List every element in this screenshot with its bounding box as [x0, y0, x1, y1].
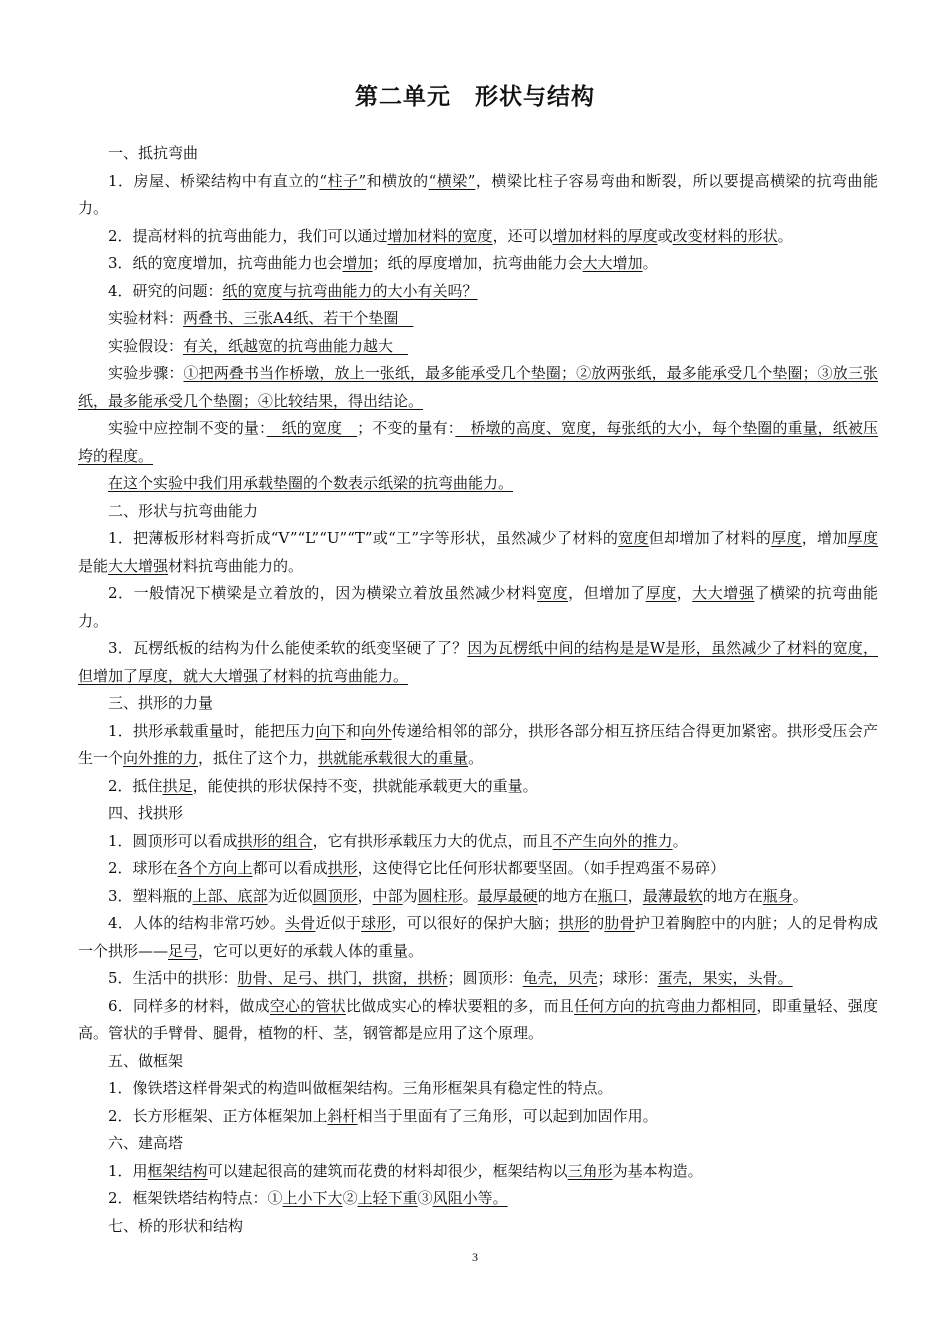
text-segment: 四、找拱形 [108, 804, 184, 822]
text-segment: ，它可以更好的承载人体的重量。 [198, 941, 424, 960]
answer-text: 大大增强 [108, 556, 169, 575]
text-segment: 实验中应控制不变的量： [108, 419, 267, 437]
text-segment: 2．框架铁塔结构特点：① [108, 1189, 283, 1207]
answer-text: 宽度 [618, 529, 649, 547]
text-segment: 2．提高材料的抗弯曲能力，我们可以通过 [108, 226, 388, 245]
answer-text: 肋骨、足弓、拱门，拱窗，拱桥 [237, 969, 448, 987]
answer-text: 上小下大 [282, 1189, 343, 1207]
answer-text: 上部、底部 [192, 886, 268, 905]
answer-text: 厚度 [645, 584, 677, 602]
answer-text: 增加材料的厚度 [552, 226, 658, 245]
text-segment: 为 [402, 886, 418, 905]
answer-text: 拱形 [327, 859, 358, 877]
text-segment: 1．把薄板形材料弯折成“V”“L”“U”“T”或“工”字等形状，虽然减少了材料的 [108, 529, 619, 547]
text-segment: 4．人体的结构非常巧妙。 [108, 914, 286, 932]
answer-text: 龟壳，贝壳 [522, 969, 598, 987]
paragraph [78, 855, 878, 883]
answer-text: 纸的宽度 [266, 419, 358, 437]
text-segment: 二、形状与抗弯曲能力 [108, 501, 259, 520]
answer-text: 空心的管状 [269, 996, 346, 1015]
text-segment: 。 [462, 886, 478, 905]
answer-text: 拱足 [162, 776, 193, 795]
answer-text: 肋骨 [604, 914, 635, 932]
answer-text: 上轻下重 [357, 1189, 418, 1207]
answer-text: 圆顶形 [312, 886, 358, 905]
answer-text: 瓶身 [762, 886, 793, 905]
answer-text: 两叠书、三张A4纸、若干个垫圈 [183, 309, 414, 327]
text-segment: 比做成实心的棒状要粗的多，而且 [345, 996, 575, 1015]
answer-text: 不产生向外的推力 [552, 831, 673, 850]
paragraph [78, 773, 878, 801]
answer-text: 纸的宽度与抗弯曲能力的大小有关吗？ [222, 281, 478, 300]
page-title: 第二单元 形状与结构 [355, 84, 595, 110]
text-segment: 六、建高塔 [108, 1134, 184, 1152]
answer-text: 风阻小等。 [432, 1189, 508, 1207]
text-segment: 护卫着胸腔中的内脏；人的足骨构成一个拱形—— [78, 914, 878, 960]
paragraph [78, 415, 878, 470]
text-segment: ，即重量轻、强度高。管状的手臂骨、腿骨，植物的杆、茎，钢管都是应用了这个原理。 [78, 996, 878, 1042]
paragraph [78, 718, 878, 773]
text-segment: 材料抗弯曲能力的。 [168, 556, 304, 575]
text-segment: ， [627, 886, 643, 905]
paragraph [78, 360, 878, 415]
section-heading [78, 1213, 878, 1241]
text-segment: 1．用 [108, 1161, 148, 1180]
paragraph [78, 333, 878, 361]
text-segment: ；球形： [597, 969, 658, 987]
answer-text: 厚度 [847, 529, 878, 547]
text-segment: 为基本构造。 [612, 1161, 703, 1180]
text-segment: 了横梁的抗弯曲能力。 [78, 584, 878, 630]
answer-text: 圆柱形 [417, 886, 463, 905]
paragraph [78, 883, 878, 911]
answer-text: 框架结构 [147, 1161, 208, 1180]
text-segment: ，抵住了这个力， [198, 749, 319, 767]
text-segment: 2．一般情况下横梁是立着放的，因为横梁立着放虽然减少材料 [108, 584, 538, 602]
document-body [78, 140, 878, 1240]
text-segment: 1．房屋、桥梁结构中有直立的 [108, 171, 320, 190]
answer-text: 球形 [361, 914, 392, 932]
answer-text: 桥墩的高度、宽度，每张纸的大小，每个垫圈的重量，纸被压垮的程度。 [78, 419, 878, 465]
text-segment: 的 [589, 914, 605, 932]
section-heading [78, 1130, 878, 1158]
text-segment: 3．纸的宽度增加，抗弯曲能力也会 [108, 254, 343, 272]
text-segment: 2．抵住 [108, 776, 163, 795]
answer-text: 宽度 [537, 584, 569, 602]
section-heading [78, 690, 878, 718]
text-segment: 的地方在 [537, 886, 598, 905]
answer-text: 大大增加 [582, 254, 643, 272]
text-segment: 。 [468, 749, 484, 767]
paragraph [78, 250, 878, 278]
text-segment: 。 [642, 254, 658, 272]
answer-text: 在这个实验中我们用承载垫圈的个数表示纸梁的抗弯曲能力。 [108, 474, 514, 492]
answer-text: “横梁” [428, 171, 476, 190]
text-segment: 5．生活中的拱形： [108, 969, 238, 987]
paragraph [78, 993, 878, 1048]
text-segment: ③ [417, 1189, 433, 1207]
text-segment: 实验材料： [108, 309, 184, 327]
text-segment: 。 [792, 886, 808, 905]
text-segment: 或 [657, 226, 673, 245]
section-heading [78, 800, 878, 828]
answer-text: 大大增强 [692, 584, 755, 602]
text-segment: ， [357, 886, 373, 905]
page-number: 3 [472, 1250, 478, 1264]
answer-text: “柱子” [319, 171, 367, 190]
answer-text: 最薄最软 [642, 886, 703, 905]
answer-text: 厚度 [771, 529, 802, 547]
paragraph [78, 910, 878, 965]
text-segment: 传递给相邻的部分，拱形各部分相互挤压结合得更加紧密。拱形受压会产生一个 [78, 721, 878, 767]
text-segment: ，它有拱形承载压力大的优点，而且 [312, 831, 553, 850]
text-segment: ，这使得它比任何形状都要坚固。（如手捏鸡蛋不易碎） [357, 859, 726, 877]
text-segment: ，增加 [801, 529, 848, 547]
answer-text: 向外推的力 [123, 749, 199, 767]
paragraph [78, 278, 878, 306]
section-heading [78, 1048, 878, 1076]
text-segment: 近似于 [315, 914, 362, 932]
paragraph [78, 828, 878, 856]
text-segment: 1．圆顶形可以看成 [108, 831, 238, 850]
text-segment: ，能使拱的形状保持不变，拱就能承载更大的重量。 [192, 776, 538, 795]
paragraph [78, 965, 878, 993]
answer-text: 增加材料的宽度 [387, 226, 493, 245]
text-segment: 。 [672, 831, 688, 850]
text-segment: 3．瓦楞纸板的结构为什么能使柔软的纸变坚硬了了？ [108, 639, 468, 657]
text-segment: 和横放的 [366, 171, 429, 190]
answer-text: 各个方向上 [177, 859, 253, 877]
text-segment: 三、拱形的力量 [108, 694, 214, 712]
answer-text: 最厚最硬 [477, 886, 538, 905]
text-segment: 为近似 [267, 886, 313, 905]
paragraph [78, 223, 878, 251]
answer-text: 任何方向的抗弯曲力都相同 [574, 996, 757, 1015]
answer-text: 中部 [372, 886, 403, 905]
text-segment: 1．拱形承载重量时，能把压力 [108, 721, 316, 740]
text-segment: 4．研究的问题： [108, 281, 223, 300]
paragraph [78, 1103, 878, 1131]
section-heading [78, 498, 878, 526]
answer-text: 三角形 [567, 1161, 613, 1180]
answer-text: 有关，纸越宽的抗弯曲能力越大 [183, 336, 409, 355]
answer-text: 足弓 [168, 941, 199, 960]
text-segment: 五、做框架 [108, 1051, 184, 1070]
text-segment: ；圆顶形： [447, 969, 523, 987]
paragraph [78, 470, 878, 498]
answer-text: 拱形的组合 [237, 831, 313, 850]
text-segment: 3．塑料瓶的 [108, 886, 193, 905]
paragraph [78, 525, 878, 580]
paragraph [78, 1185, 878, 1213]
text-segment: 1．像铁塔这样骨架式的构造叫做框架结构。三角形框架具有稳定性的特点。 [108, 1079, 613, 1097]
answer-text: 改变材料的形状 [672, 226, 778, 245]
paragraph [78, 305, 878, 333]
text-segment: 是能 [78, 556, 109, 575]
text-segment: 实验步骤： [108, 364, 184, 382]
answer-text: 拱就能承载很大的重量 [318, 749, 469, 767]
text-segment: 相当于里面有了三角形，可以起到加固作用。 [357, 1106, 658, 1125]
section-heading [78, 140, 878, 168]
paragraph [78, 1158, 878, 1186]
text-segment: 和 [345, 721, 362, 740]
answer-text: 斜杆 [327, 1106, 358, 1125]
paragraph [78, 580, 878, 635]
answer-text: 蛋壳，果实，头骨。 [657, 969, 793, 987]
text-segment: ；不变的量有： [357, 419, 456, 437]
text-segment: ，还可以 [492, 226, 553, 245]
text-segment: 但却增加了材料的 [648, 529, 772, 547]
text-segment: ；纸的厚度增加，抗弯曲能力会 [372, 254, 583, 272]
text-segment: ， [676, 584, 693, 602]
text-segment: ，可以很好的保护大脑； [391, 914, 559, 932]
text-segment: 的地方在 [702, 886, 763, 905]
paragraph [78, 168, 878, 223]
answer-text: 头骨 [285, 914, 316, 932]
text-segment: 可以建起很高的建筑而花费的材料却很少，框架结构以 [207, 1161, 568, 1180]
answer-text: 因为瓦楞纸中间的结构是是W是形，虽然减少了材料的宽度，但增加了厚度，就大大增强了材料的抗弯曲能力。 [78, 639, 879, 685]
paragraph [78, 1075, 878, 1103]
text-segment: ，横梁比柱子容易弯曲和断裂，所以要提高横梁的抗弯曲能力。 [78, 171, 878, 217]
text-segment: ，但增加了 [568, 584, 646, 602]
text-segment: 实验假设： [108, 336, 184, 355]
text-segment: 6．同样多的材料，做成 [108, 996, 270, 1015]
text-segment: 2．球形在 [108, 859, 178, 877]
text-segment: 一、抵抗弯曲 [108, 144, 199, 162]
text-segment: 。 [777, 226, 793, 245]
answer-text: ①把两叠书当作桥墩，放上一张纸，最多能承受几个垫圈；②放两张纸，最多能承受几个垫圈；③放三张纸，最多能承受几个垫圈；④比较结果，得出结论。 [78, 364, 878, 410]
answer-text: 向外 [361, 721, 392, 740]
text-segment: 2．长方形框架、正方体框架加上 [108, 1106, 328, 1125]
answer-text: 向下 [315, 721, 346, 740]
paragraph [78, 635, 878, 690]
text-segment: ② [342, 1189, 358, 1207]
text-segment: 都可以看成 [252, 859, 328, 877]
answer-text: 拱形 [558, 914, 590, 932]
text-segment: 七、桥的形状和结构 [108, 1216, 244, 1235]
answer-text: 瓶口 [597, 886, 628, 905]
answer-text: 增加 [342, 254, 373, 272]
